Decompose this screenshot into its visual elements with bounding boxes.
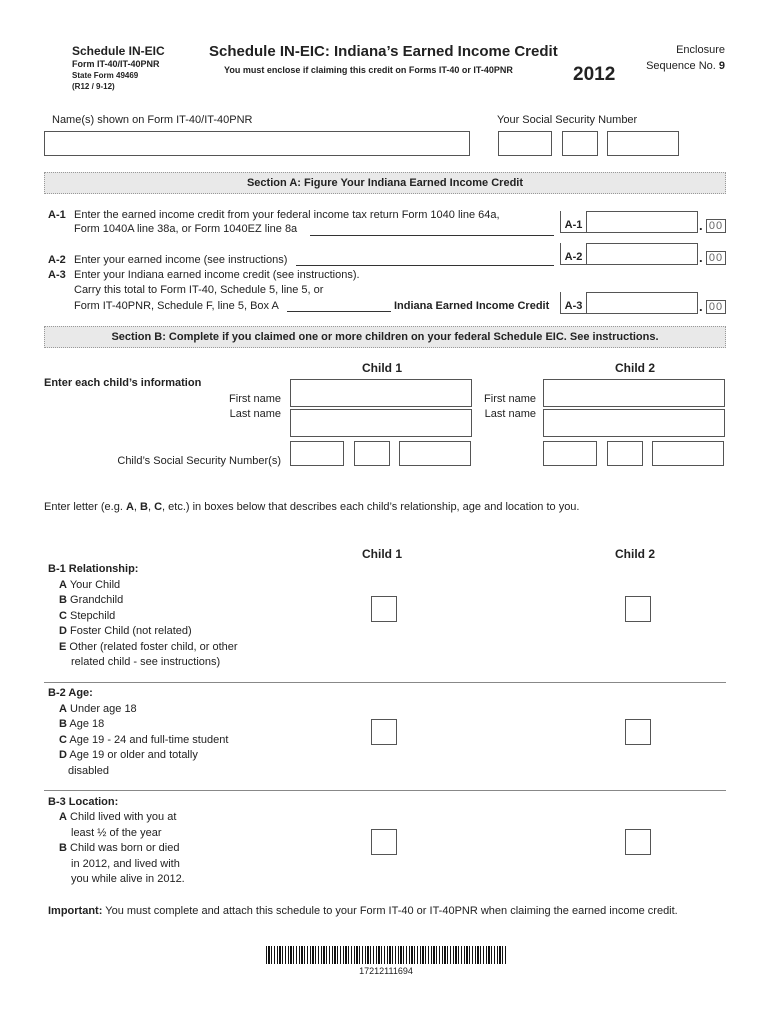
- a3-leader-line: [287, 311, 391, 312]
- letter-c: C: [154, 501, 163, 513]
- b1-option-c-text: Stepchild: [70, 610, 116, 622]
- b2-option-a-letter: A: [59, 703, 67, 715]
- child1-ssn-part3[interactable]: [399, 441, 471, 466]
- b2-option-c-text: Age 19 - 24 and full-time student: [69, 734, 229, 746]
- letter-b: B: [140, 501, 148, 513]
- sequence-label: Sequence No.: [646, 60, 716, 72]
- b2-option-b-letter: B: [59, 718, 67, 730]
- ssn-input-part1[interactable]: [498, 131, 552, 156]
- b1-child2-box[interactable]: [625, 596, 651, 622]
- b2-option-b: [59, 718, 104, 730]
- child2-heading: Child 2: [615, 361, 656, 375]
- b2-option-d-text: Age 19 or older and totally: [69, 749, 198, 761]
- a2-leader-line: [296, 265, 554, 266]
- child2-ssn-part2[interactable]: [607, 441, 643, 466]
- page-title: Schedule IN-EIC: Indiana’s Earned Income Credit: [209, 43, 558, 60]
- form-id: Schedule IN-EIC: [72, 44, 165, 58]
- a3-text-3: Form IT-40PNR, Schedule F, line 5, Box A: [74, 300, 279, 312]
- child1-heading-2: Child 1: [362, 547, 403, 561]
- a3-label: A-3: [560, 292, 586, 314]
- names-input[interactable]: [44, 131, 470, 156]
- barcode: [266, 946, 506, 964]
- a2-code: A-2: [48, 254, 66, 266]
- b1-option-d: [59, 625, 192, 637]
- b3-child1-box[interactable]: [371, 829, 397, 855]
- b2-option-a-text: Under age 18: [70, 703, 137, 715]
- b1-option-c: [59, 610, 115, 622]
- b2-option-d-letter: D: [59, 749, 67, 761]
- b1-option-e-letter: E: [59, 641, 67, 653]
- child1-ssn-part1[interactable]: [290, 441, 344, 466]
- section-a-header: Section A: Figure Your Indiana Earned Income Credit: [44, 172, 726, 194]
- letter-instructions-post: , etc.) in boxes below that describes each child’s relationship, age and location to you.: [162, 501, 580, 513]
- a2-decimal: .: [699, 250, 703, 265]
- b2-option-b-text: Age 18: [69, 718, 105, 730]
- divider-b1-b2: [44, 682, 726, 683]
- a3-text-2: Carry this total to Form IT-40, Schedule 5, line 5, or: [74, 284, 324, 296]
- child1-ssn-part2[interactable]: [354, 441, 390, 466]
- b3-option-a-text: Child lived with you at: [70, 811, 177, 823]
- letter-instructions-pre: Enter letter (e.g.: [44, 501, 126, 513]
- b2-option-d: [59, 749, 198, 761]
- b1-option-a-letter: A: [59, 579, 67, 591]
- important-text: You must complete and attach this schedule to your Form IT-40 or IT-40PNR when claiming the earned income credit.: [105, 905, 678, 917]
- section-b-header: Section B: Complete if you claimed one or more children on your federal Schedule EIC. See instructions.: [44, 326, 726, 348]
- child-info-label: Enter each child’s information: [44, 377, 202, 389]
- b1-option-d-letter: D: [59, 625, 67, 637]
- letter-sep-2: ,: [147, 501, 155, 513]
- a1-text-2: Form 1040A line 38a, or Form 1040EZ line 8a: [74, 223, 298, 235]
- letter-a: A: [125, 501, 134, 513]
- child2-last-name-input[interactable]: [543, 409, 725, 437]
- letter-sep-1: ,: [133, 501, 141, 513]
- b1-option-c-letter: C: [59, 610, 67, 622]
- a1-decimal: .: [699, 218, 703, 233]
- b2-option-a: [59, 703, 137, 715]
- b1-title: B-1 Relationship:: [48, 563, 139, 575]
- page-subtitle: You must enclose if claiming this credit on Forms IT-40 or IT-40PNR: [224, 65, 513, 75]
- b3-option-b-cont2: you while alive in 2012.: [71, 873, 185, 885]
- b3-child2-box[interactable]: [625, 829, 651, 855]
- a1-text-1: Enter the earned income credit from your federal income tax return Form 1040 line 64a,: [74, 209, 500, 221]
- ssn-input-part3[interactable]: [607, 131, 679, 156]
- letter-instructions: [44, 501, 579, 513]
- names-label: Name(s) shown on Form IT-40/IT-40PNR: [52, 114, 253, 126]
- b3-option-b-text: Child was born or died: [70, 842, 180, 854]
- b2-child2-box[interactable]: [625, 719, 651, 745]
- child2-ssn-part1[interactable]: [543, 441, 597, 466]
- a3-amount-input[interactable]: [586, 292, 698, 314]
- b3-option-b-cont1: in 2012, and lived with: [71, 858, 180, 870]
- a3-text-1: Enter your Indiana earned income credit (see instructions).: [74, 269, 360, 281]
- divider-b2-b3: [44, 790, 726, 791]
- child2-first-name-label: First name: [484, 393, 536, 405]
- b3-option-a: [59, 811, 176, 823]
- b2-option-d-cont: disabled: [68, 765, 109, 777]
- a2-text: Enter your earned income (see instructions): [74, 254, 288, 266]
- sequence-number: 9: [718, 60, 725, 72]
- revision: (R12 / 9-12): [72, 82, 115, 91]
- child1-first-name-label: First name: [229, 393, 281, 405]
- state-form: State Form 49469: [72, 71, 139, 80]
- a1-leader-line: [310, 235, 554, 236]
- b3-option-a-cont: least ½ of the year: [71, 827, 162, 839]
- a1-code: A-1: [48, 209, 66, 221]
- b2-child1-box[interactable]: [371, 719, 397, 745]
- child-ssn-label: Child’s Social Security Number(s): [117, 455, 281, 467]
- b1-option-e: [59, 641, 238, 653]
- a1-amount-input[interactable]: [586, 211, 698, 233]
- b1-option-b-text: Grandchild: [70, 594, 124, 606]
- b1-option-b-letter: B: [59, 594, 67, 606]
- a1-label: A-1: [560, 211, 586, 233]
- b2-option-c-letter: C: [59, 734, 67, 746]
- child2-ssn-part3[interactable]: [652, 441, 724, 466]
- b3-option-a-letter: A: [59, 811, 67, 823]
- b1-option-a: [59, 579, 120, 591]
- a3-cents: 00: [706, 300, 726, 314]
- b2-title: B-2 Age:: [48, 687, 93, 699]
- a2-cents: 00: [706, 251, 726, 265]
- important-note: [48, 905, 678, 917]
- ssn-input-part2[interactable]: [562, 131, 598, 156]
- child1-last-name-label: Last name: [229, 408, 281, 420]
- b1-option-e-cont: related child - see instructions): [71, 656, 221, 668]
- b1-option-b: [59, 594, 123, 606]
- barcode-number: 17212111694: [359, 966, 413, 976]
- b3-option-b-letter: B: [59, 842, 67, 854]
- tax-year: 2012: [573, 64, 616, 85]
- a3-decimal: .: [699, 299, 703, 314]
- child2-first-name-input[interactable]: [543, 379, 725, 407]
- a2-amount-input[interactable]: [586, 243, 698, 265]
- enclosure-label: Enclosure: [676, 44, 725, 56]
- child2-heading-2: Child 2: [615, 547, 656, 561]
- ssn-label: Your Social Security Number: [497, 114, 638, 126]
- a1-cents: 00: [706, 219, 726, 233]
- sequence: [630, 60, 725, 72]
- a3-result-label: Indiana Earned Income Credit: [394, 300, 550, 312]
- b1-option-a-text: Your Child: [69, 579, 121, 591]
- b1-option-d-text: Foster Child (not related): [70, 625, 192, 637]
- b2-option-c: [59, 734, 228, 746]
- b1-option-e-text: Other (related foster child, or other: [69, 641, 238, 653]
- important-label: Important:: [48, 905, 103, 917]
- child1-heading: Child 1: [362, 361, 403, 375]
- form-numbers: Form IT-40/IT-40PNR: [72, 59, 160, 69]
- b3-title: B-3 Location:: [48, 796, 119, 808]
- b3-option-b: [59, 842, 179, 854]
- child2-last-name-label: Last name: [484, 408, 536, 420]
- a3-code: A-3: [48, 269, 66, 281]
- a2-label: A-2: [560, 243, 586, 265]
- b1-child1-box[interactable]: [371, 596, 397, 622]
